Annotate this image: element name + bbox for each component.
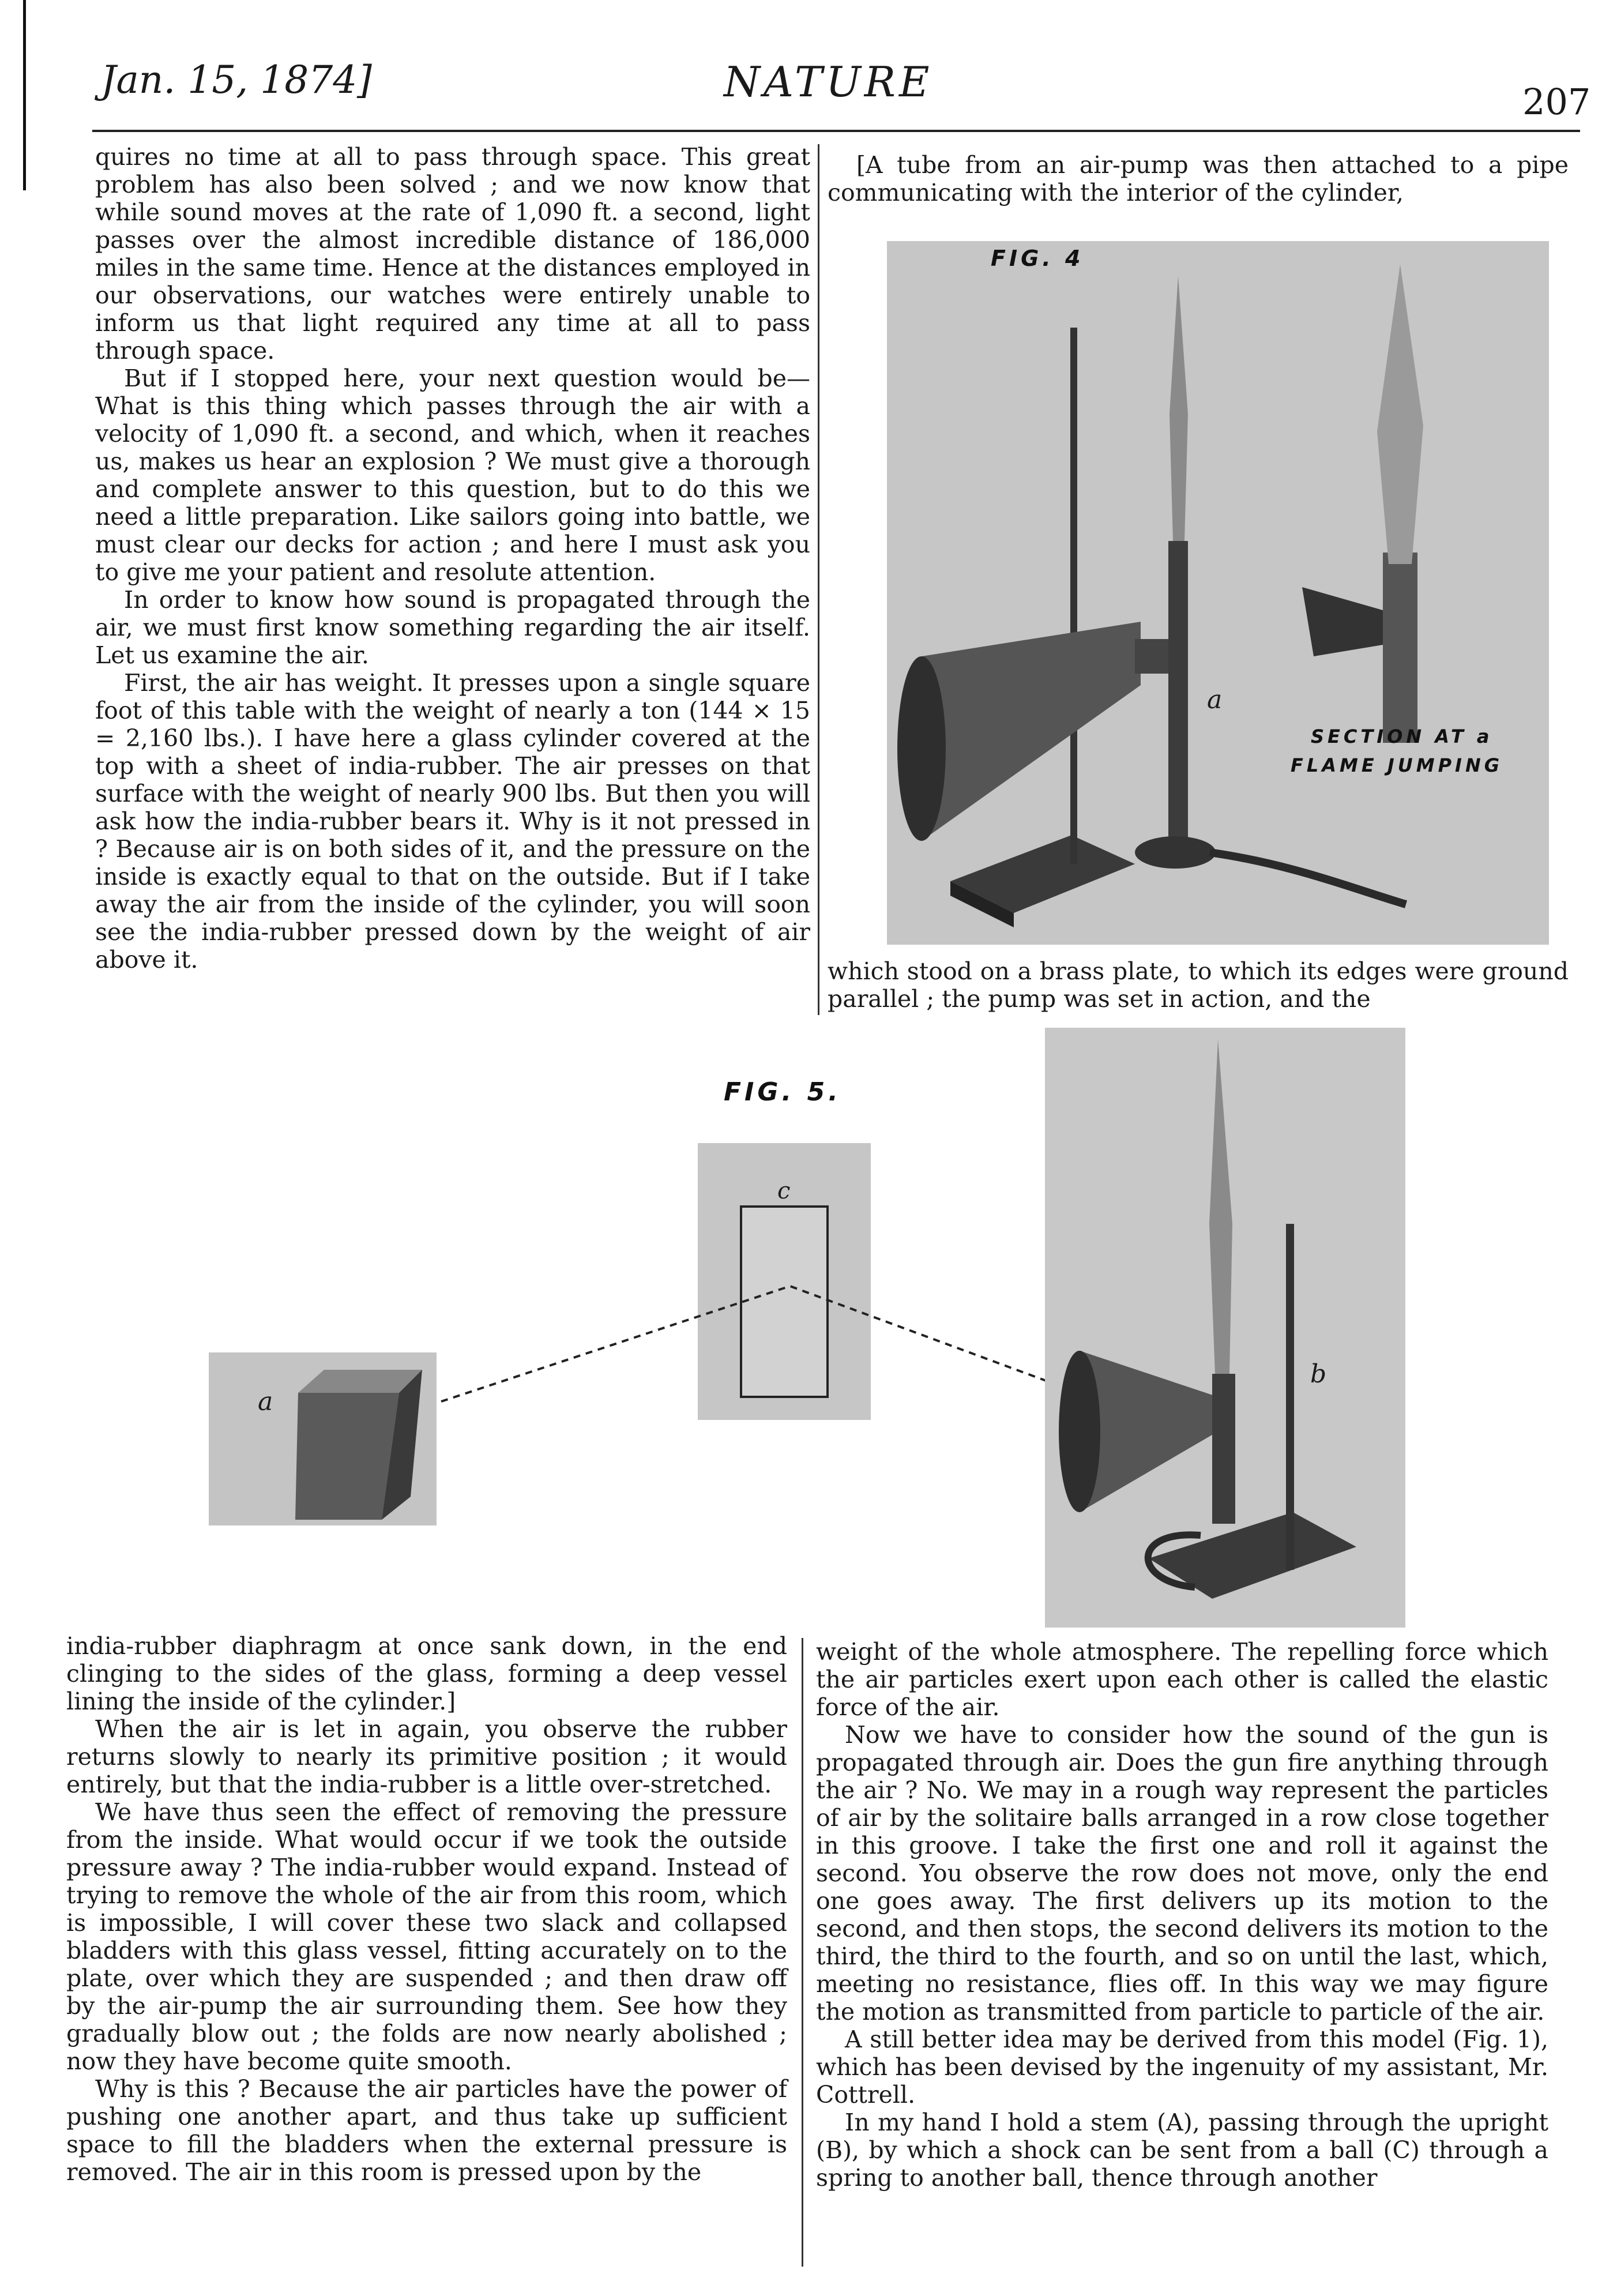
figure-4-drawing [887,241,1549,945]
paragraph: When the air is let in again, you observe the rubber returns slowly to nearly its primitive position ; it would entirely, but that the india-rubber is a little over-stretched. [66,1715,787,1798]
paragraph: But if I stopped here, your next question would be—What is this thing which passes through the air with a velocity of 1,090 ft. a second, and which, when it reaches us, makes us hear an explosion ? We must give a thorough and complete answer to this question, but to do this we need a little preparation. Like sailors going into battle, we must clear our decks for action ; and here I must ask you to give me your patient and resolute attention. [95,364,810,586]
issue-date: Jan. 15, 1874] [101,58,372,102]
column-divider [818,144,819,1015]
figure-5-title: FIG. 5. [724,1077,841,1107]
figure-4-flame-apparatus [887,241,1549,945]
paragraph: In order to know how sound is propagated through the air, we must first know something regarding the air itself. Let us examine the air. [95,586,810,669]
right-column-bottom [816,1638,1548,2192]
figure-5-label-b: b [1310,1359,1327,1389]
column-divider [802,1638,803,2267]
paragraph: Now we have to consider how the sound of the gun is propagated through air. Does the gun fire anything through the air ? No. We may in a rough way represent the particles of air by the solitaire balls arranged in a row close together in this groove. I take the first one and roll it against the second. You observe the row does not move, only the end one goes away. The first delivers up its motion to the second, and then stops, the second delivers its motion to the third, the third to the fourth, and so on until the last, which, meeting no resistance, flies off. In this way we may figure the motion as transmitted from particle to particle of the air. [816,1721,1548,2026]
paragraph: quires no time at all to pass through space. This great problem has also been solved ; and we now know that while sound moves at the rate of 1,090 ft. a second, light passes over the almost incredible distance of 186,000 miles in the same time. Hence at the distances employed in our observations, our watches were entirely unable to inform us that light required any time at all to pass through space. [95,143,810,364]
figure-4-caption-flame: FLAME JUMPING [1291,754,1503,776]
paragraph: Why is this ? Because the air particles have the power of pushing one another apart, and thus take up sufficient space to fill the bladders when the external pressure is removed. The air in this room is pressed upon by the [66,2075,787,2186]
journal-title: NATURE [724,58,933,106]
figure-5-apparatus-panel [1045,1028,1405,1628]
header-rule [92,130,1580,132]
figure-5-cube-panel [209,1352,437,1525]
paragraph: In my hand I hold a stem (A), passing through the upright (B), by which a shock can be sent from a ball (C) through a spring to another ball, thence through another [816,2109,1548,2192]
page-number: 207 [1522,81,1591,123]
figure-5-apparatus [1045,1028,1405,1628]
paragraph: First, the air has weight. It presses upon a single square foot of this table with the weight of nearly a ton (144 × 15 = 2,160 lbs.). I have here a glass cylinder covered at the top with a sheet of india-rubber. The air presses on that surface with the weight of nearly 900 lbs. But then you will ask how the india-rubber bears it. Why is it not pressed in ? Because air is on both sides of it, and the pressure on the inside is exactly equal to that on the outside. But if I take away the air from the inside of the cylinder, you will soon see the india-rubber pressed down by the weight of air above it. [95,669,810,974]
paragraph: [A tube from an air-pump was then attached to a pipe communicating with the interior of the cylinder, [828,151,1569,206]
right-column-top [828,151,1569,206]
right-column-mid [828,957,1569,1013]
left-column-bottom [66,1632,787,2186]
figure-4-caption-section: SECTION AT a [1311,726,1493,747]
figure-5-cube [209,1352,437,1525]
figure-5-dashed-lines [433,1280,1067,1407]
paragraph: which stood on a brass plate, to which its edges were ground parallel ; the pump was set in action, and the [828,957,1569,1013]
figure-5-label-a: a [258,1387,273,1416]
paragraph: We have thus seen the effect of removing the pressure from the inside. What would occur if we took the outside pressure away ? The india-rubber would expand. Instead of trying to remove the whole of the air from this room, which is impossible, I will cover these two slack and collapsed bladders with this glass vessel, fitting accurately on to the plate, over which they are suspended ; and then draw off by the air-pump the air surrounding them. See how they gradually blow out ; the folds are now nearly abolished ; now they have become quite smooth. [66,1798,787,2075]
paragraph: india-rubber diaphragm at once sank down, in the end clinging to the sides of the glass, forming a deep vessel lining the inside of the cylinder.] [66,1632,787,1715]
scan-margin-line [23,0,26,190]
figure-4-label-a: a [1207,685,1223,715]
paragraph: weight of the whole atmosphere. The repelling force which the air particles exert upon each other is called the elastic force of the air. [816,1638,1548,1721]
figure-4-title: FIG. 4 [991,246,1084,271]
left-column-top [95,143,810,974]
paragraph: A still better idea may be derived from this model (Fig. 1), which has been devised by the ingenuity of my assistant, Mr. Cottrell. [816,2026,1548,2109]
figure-5-label-c: c [777,1178,791,1204]
